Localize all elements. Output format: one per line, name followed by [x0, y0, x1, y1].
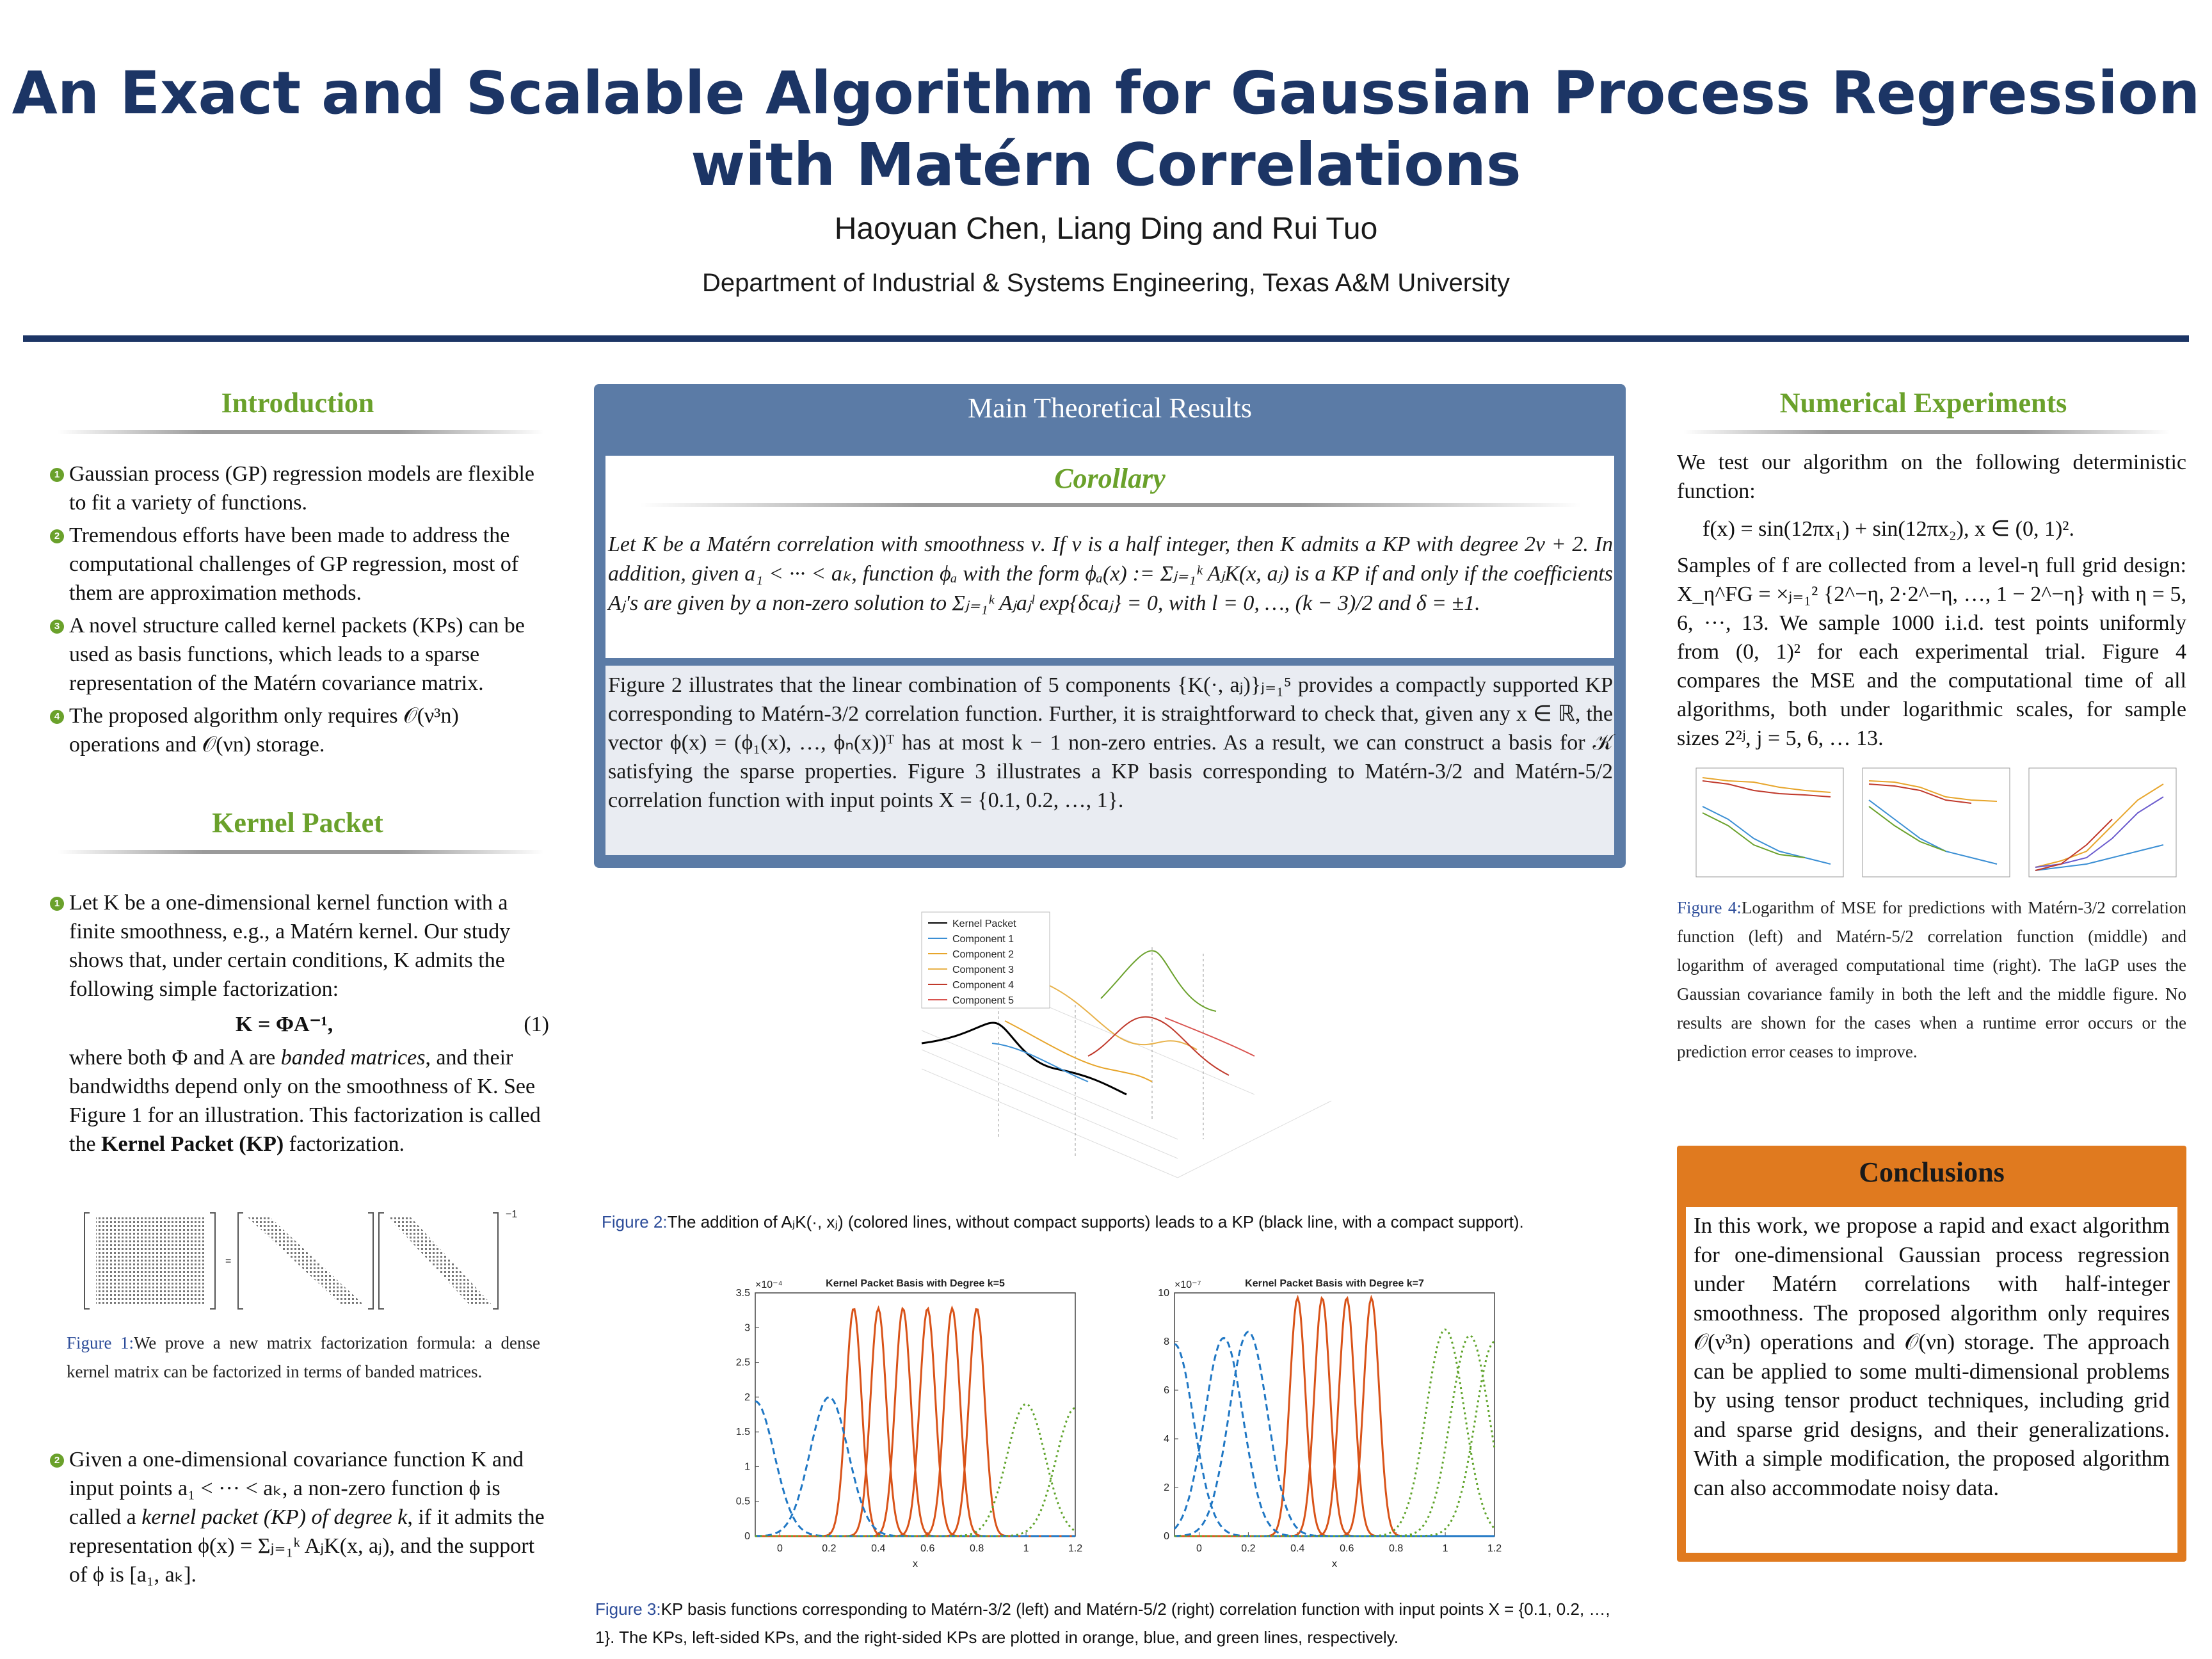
y-tick-label: 3 [744, 1322, 750, 1334]
numerical-text: We test our algorithm on the following deterministic function: f(x) = sin(12πx₁) + sin(12πx₂), x ∈ (0, 1)². Samples of f are collected from a level-η full grid design: X_η^FG = ×ⱼ₌₁² {2^−η, 2·2^−η, …, 1 − 2^−η} with η = 5, 6, ···, 13. We sample 1000 i.i.d. test points uniformly from (0, 1)² for each experimental trial. Figure 4 compares the MSE and the computational time of all algorithms, both under logarithmic scales, for sample sizes 2²ʲ, j = 5, 6, … 13. [1677, 451, 2186, 750]
figure-3-caption: Figure 3:KP basis functions corresponding to Matérn-3/2 (left) and Matérn-5/2 (right) correlation function with input points X = {0.1, 0.2, …, 1}. The KPs, left-sided KPs, and the right-sided KPs are plotted in orange, blue, and green lines, respectively. [595, 1599, 1610, 1647]
chart-title: Kernel Packet Basis with Degree k=5 [826, 1278, 1005, 1289]
list-item: 2 Tremendous efforts have been made to address the computational challenges of GP regression, most of them are approximation methods. [50, 521, 549, 607]
y-tick-label: 0 [744, 1531, 750, 1542]
plot-area [755, 1293, 1075, 1536]
x-axis-label: x [913, 1559, 918, 1569]
x-tick-label: 0.8 [970, 1543, 984, 1554]
y-tick-label: 3.5 [735, 1288, 750, 1299]
introduction-list [50, 460, 549, 763]
conclusions-text: In this work, we propose a rapid and exact algorithm for one-dimensional Gaussian process regression under Matérn correlations with half-integer smoothness. The proposed algorithm only requires 𝒪(ν³n) operations and 𝒪(νn) storage. The approach can be applied to some multi-dimensional problems by using tensor product techniques, including grid and sparse grid designs, and their generalizations. With a simple modification, the proposed algorithm can also accommodate noisy data. [1694, 1213, 2170, 1500]
figure-4-right [2029, 768, 2176, 877]
legend-label: Kernel Packet [952, 918, 1016, 929]
bullet-number: 2 [50, 529, 64, 543]
x-tick-label: 0.6 [1340, 1543, 1354, 1554]
list-item: 1 Gaussian process (GP) regression models are flexible to fit a variety of functions. [50, 460, 549, 517]
x-tick-label: 0.2 [822, 1543, 837, 1554]
y-tick-label: 2 [744, 1391, 750, 1403]
conclusions-heading: Conclusions [1859, 1157, 2005, 1188]
legend-label: Component 2 [952, 949, 1014, 960]
figure-2-legend [922, 912, 1050, 1008]
main-results-heading: Main Theoretical Results [968, 392, 1252, 424]
figure-4-caption: Figure 4:Logarithm of MSE for predictions with Matérn-3/2 correlation function (left) and Matérn-5/2 correlation function (middle) and logarithm of averaged computational time (right). The laGP uses the Gaussian covariance family in both the left and the middle figure. No results are shown for the cases when a runtime error occurs or the prediction error ceases to improve. [1677, 898, 2186, 1061]
x-tick-label: 0.6 [920, 1543, 935, 1554]
y-tick-label: 10 [1158, 1288, 1169, 1299]
legend-label: Component 4 [952, 980, 1014, 991]
y-tick-label: 6 [1164, 1385, 1169, 1396]
bullet-number: 3 [50, 620, 64, 634]
main-results-text: Figure 2 illustrates that the linear combination of 5 components {K(·, aⱼ)}ⱼ₌₁⁵ provides a compactly supported KP corresponding to Matérn-3/2 correlation function. Further, it is straightforward to check that, given any x ∈ ℝ, the vector ϕ(x) = (ϕ₁(x), …, ϕₙ(x))ᵀ has at most k − 1 non-zero entries. As a result, we can construct a basis for 𝒦 satisfying the sparse properties. Figure 3 illustrates a KP basis corresponding to Matérn-3/2 and Matérn-5/2 correlation function with input points X = {0.1, 0.2, …, 1}. [608, 673, 1613, 812]
figure-3-left-chart [717, 1274, 1088, 1581]
y-tick-label: 4 [1164, 1434, 1169, 1445]
x-tick-label: 1 [1023, 1543, 1029, 1554]
chart-title: Kernel Packet Basis with Degree k=7 [1245, 1278, 1424, 1289]
legend-label: Component 3 [952, 965, 1014, 975]
y-tick-label: 8 [1164, 1336, 1169, 1347]
x-tick-label: 0.8 [1389, 1543, 1404, 1554]
x-tick-label: 0.2 [1241, 1543, 1256, 1554]
introduction-heading: Introduction [221, 387, 374, 419]
title-divider [23, 335, 2189, 342]
y-tick-label: 0.5 [735, 1496, 750, 1507]
x-tick-label: 0.4 [1290, 1543, 1305, 1554]
x-tick-label: 1.2 [1068, 1543, 1083, 1554]
section-divider [58, 430, 544, 434]
authors: Haoyuan Chen, Liang Ding and Rui Tuo [834, 212, 1378, 246]
equation-1: K = ΦA⁻¹, (1) [236, 1013, 549, 1036]
y-tick-label: 0 [1164, 1531, 1169, 1542]
section-divider [1683, 430, 2170, 434]
section-divider [58, 850, 544, 854]
affiliation: Department of Industrial & Systems Engineering, Texas A&M University [701, 269, 1511, 297]
y-multiplier: ×10⁻⁴ [755, 1279, 783, 1290]
bullet-number: 4 [50, 710, 64, 724]
y-tick-label: 2 [1164, 1482, 1169, 1493]
figure-4-plots [1690, 762, 2189, 890]
poster-title: An Exact and Scalable Algorithm for Gaussian Process Regression with Matérn Correlations [12, 59, 2200, 199]
x-tick-label: 1 [1442, 1543, 1448, 1554]
kernel-packet-item-2: 2 Given a one-dimensional covariance function K and input points a₁ < ··· < aₖ, a non-zero function ϕ is called a kernel packet (KP) of degree k, if it admits the representation ϕ(x) = Σⱼ₌₁ᵏ AⱼK(x, aⱼ), and the support of ϕ is [a₁, aₖ]. [50, 1445, 549, 1593]
inverse-superscript: −1 [506, 1210, 518, 1220]
y-tick-label: 2.5 [735, 1357, 750, 1368]
x-tick-label: 0.4 [871, 1543, 886, 1554]
figure-1-caption: Figure 1:We prove a new matrix factorization formula: a dense kernel matrix can be factorized in terms of banded matrices. [67, 1333, 540, 1381]
list-item: 3 A novel structure called kernel packets (KPs) can be used as basis functions, which leads to a sparse representation of the Matérn covariance matrix. [50, 611, 549, 698]
legend-label: Component 5 [952, 995, 1014, 1006]
x-tick-label: 0 [777, 1543, 783, 1554]
x-tick-label: 0 [1196, 1543, 1202, 1554]
y-multiplier: ×10⁻⁷ [1174, 1279, 1201, 1290]
bullet-number: 1 [50, 897, 64, 911]
equals-sign: = [225, 1256, 232, 1267]
kernel-packet-heading: Kernel Packet [212, 807, 383, 838]
numerical-heading: Numerical Experiments [1779, 387, 2067, 419]
figure-3-right-chart [1136, 1274, 1507, 1581]
y-tick-label: 1.5 [735, 1427, 750, 1438]
list-item: 4 The proposed algorithm only requires 𝒪(ν³n) operations and 𝒪(νn) storage. [50, 701, 549, 759]
kernel-packet-item-1: 1 Let K be a one-dimensional kernel function with a finite smoothness, e.g., a Matérn kernel. Our study shows that, under certain conditions, K admits the following simple factorization: K = ΦA⁻¹, (1) where both Φ and A are banded matrices, and their bandwidths depend only on the smoothness of K. See Figure 1 for an illustration. This factorization is called the Kernel Packet (KP) factorization. [50, 888, 549, 1158]
y-tick-label: 1 [744, 1461, 750, 1473]
equation-f: f(x) = sin(12πx₁) + sin(12πx₂), x ∈ (0, 1)². [1703, 517, 2074, 541]
section-divider [640, 503, 1581, 507]
figure-4-middle [1863, 768, 2010, 877]
figure-1-matrices [83, 1210, 531, 1318]
corollary-heading: Corollary [1054, 463, 1166, 494]
x-axis-label: x [1332, 1559, 1337, 1569]
bullet-number: 2 [50, 1454, 64, 1468]
figure-2-plot [896, 909, 1344, 1190]
corollary-text: Let K be a Matérn correlation with smoothness ν. If ν is a half integer, then K admits a KP with degree 2ν + 2. In addition, given a₁ < ··· < aₖ, function ϕₐ with the form ϕₐ(x) := Σⱼ₌₁ᵏ AⱼK(x, aⱼ) is a KP if and only if the coefficients Aⱼ's are given by a non-zero solution to Σⱼ₌₁ᵏ Aⱼaⱼˡ exp{δcaⱼ} = 0, with l = 0, …, (k − 3)/2 and δ = ±1. [608, 533, 1613, 615]
figure-2-caption: Figure 2:The addition of AⱼK(·, xⱼ) (colored lines, without compact supports) leads to a KP (black line, with a compact support). [602, 1212, 1524, 1231]
x-tick-label: 1.2 [1487, 1543, 1502, 1554]
figure-4-left [1696, 768, 1843, 877]
bullet-number: 1 [50, 468, 64, 482]
legend-label: Component 1 [952, 934, 1014, 945]
